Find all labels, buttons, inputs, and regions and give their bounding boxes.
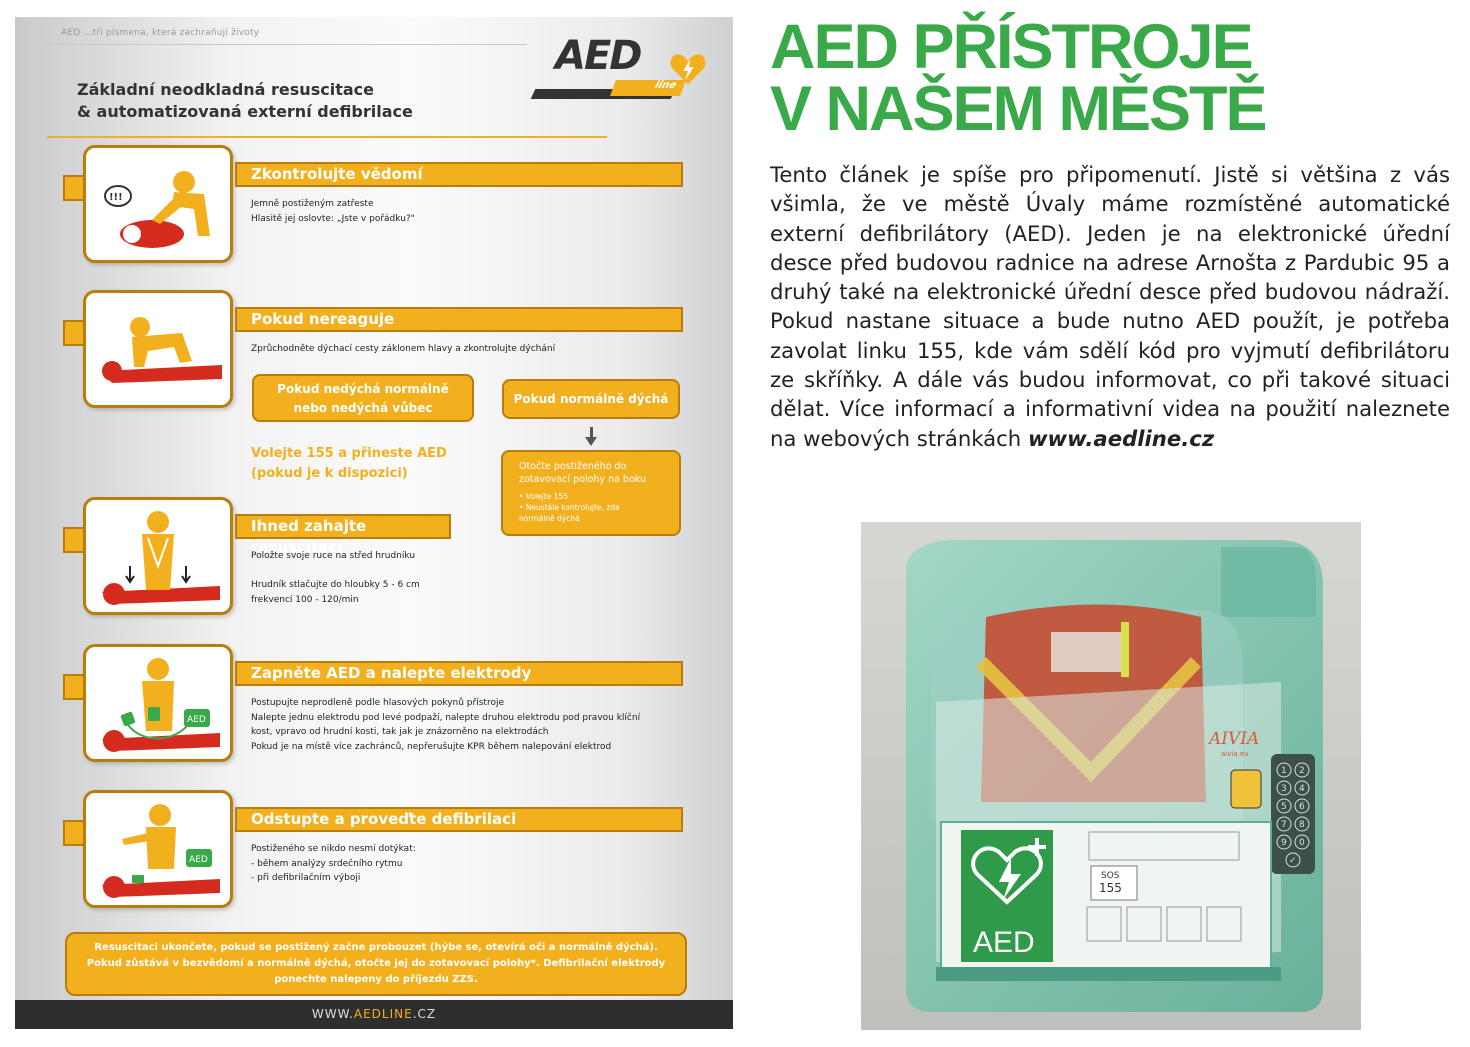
- keypad-key: 5: [1281, 802, 1287, 812]
- keypad-key: 7: [1281, 820, 1287, 830]
- article-heading: [770, 12, 1460, 144]
- divider: [47, 44, 527, 45]
- keypad-key: 6: [1299, 802, 1305, 812]
- footer-prefix: WWW.: [311, 1007, 354, 1021]
- step-text: Postiženého se nikdo nesmí dotýkat: - během analýzy srdečního rytmu - při defibrilačním výboji: [251, 844, 416, 883]
- keypad-key: 3: [1281, 784, 1287, 794]
- step-illustration: [83, 644, 233, 762]
- step-illustration: [83, 290, 233, 408]
- branch-not-breathing: Pokud nedýchá normálně nebo nedýchá vůbec: [252, 374, 474, 422]
- step-illustration: [83, 790, 233, 908]
- step-illustration: [83, 497, 233, 615]
- divider: [47, 136, 607, 138]
- article-text: Tento článek je spíše pro připomenutí. Jistě si většina z vás všimla, že ve městě Úvaly máme rozmístěné automatické externí defibrilátory (AED). Jeden je na elektronické úřední desce před budovou radnice na adrese Arnošta z Pardubic 95 a druhý také na elektronické úřední desce před budovou nádraží. Pokud nastane situace a bude nutno AED použít, je potřeba zavolat linku 155, kde vám sdělí kód pro vyjmutí defibrilátoru ze skříňky. A dále vás budou informovat, co při takové situaci dělat. Více informací a informativní videa na použití naleznete na webových stránkách: [770, 162, 1450, 451]
- recovery-position-title: Otočte postiženého do zotavovací polohy na boku: [519, 461, 646, 485]
- sos-number: 155: [1099, 881, 1122, 895]
- arrow-down-icon: [590, 427, 593, 437]
- aed-sign-label: AED: [973, 926, 1035, 959]
- arrow-down-icon: [585, 437, 597, 446]
- keypad-key: ✓: [1289, 856, 1297, 866]
- heart-bolt-icon: [669, 51, 707, 87]
- article-link[interactable]: www.aedline.cz: [1027, 425, 1215, 451]
- footer-brand: AEDLINE: [353, 1007, 413, 1021]
- aed-electrodes-icon: [92, 653, 230, 757]
- aivia-url: aivia.eu: [1221, 750, 1249, 758]
- step-title: Zapněte AED a nalepte elektrody: [235, 661, 683, 686]
- step-start-cpr: [63, 497, 703, 647]
- poster-tagline: AED ...tři písmena, která zachraňují životy: [61, 28, 260, 38]
- keypad-key: 0: [1299, 838, 1305, 848]
- poster-title-line: Základní neodkladná resuscitace: [77, 80, 374, 99]
- step-text: Zprůchodněte dýchací cesty záklonem hlavy a zkontrolujte dýchání: [251, 344, 556, 354]
- step-text: Postupujte neprodleně podle hlasových pokynů přístroje Nalepte jednu elektrodu pod levé podpaží, nalepte druhou elektrodu pod pravou klíční kost, vpravo od hrudní kosti, tak jak je znázorněno na elektrodách Pokud je na místě více zachránců, nepřerušujte KPR během nalepování elektrod: [251, 698, 641, 752]
- recovery-position-items: • Volejte 155 • Neustále kontrolujte, zda normálně dýchá: [519, 492, 620, 523]
- step-text: Jemně postiženým zatřeste Hlasitě jej oslovte: „Jste v pořádku?": [251, 199, 415, 224]
- aed-device-label: AED: [187, 715, 206, 725]
- step-defibrillate: [63, 790, 703, 940]
- defibrillation-icon: [92, 799, 230, 903]
- keypad-key: 1: [1281, 766, 1287, 776]
- aed-device-label: AED: [189, 855, 208, 865]
- chest-compression-icon: [92, 506, 230, 610]
- step-title: Pokud nereaguje: [235, 307, 683, 332]
- cpr-poster: [15, 17, 733, 1029]
- keypad-key: 8: [1299, 820, 1305, 830]
- article-body: [770, 160, 1450, 453]
- article-heading-line: V NAŠEM MĚSTĚ: [770, 74, 1266, 144]
- airway-check-icon: [92, 299, 230, 403]
- keypad-key: 4: [1299, 784, 1305, 794]
- call-155-text: Volejte 155 a přineste AED (pokud je k dispozici): [251, 446, 447, 481]
- step-attach-aed: [63, 644, 703, 794]
- branch-breathing: Pokud normálně dýchá: [502, 379, 680, 419]
- step-illustration: [83, 145, 233, 263]
- rescuer-shaking-icon: [92, 154, 230, 258]
- poster-footer: [15, 1000, 733, 1029]
- sos-label: SOS: [1101, 871, 1120, 881]
- aed-cabinet-photo: [861, 522, 1361, 1030]
- poster-title: [77, 79, 413, 123]
- article-heading-line: AED PŘÍSTROJE: [770, 12, 1252, 82]
- footer-suffix: .CZ: [412, 1007, 437, 1021]
- aedline-logo: [533, 33, 703, 91]
- aed-cabinet-illustration: [861, 522, 1361, 1030]
- end-note: Resuscitaci ukončete, pokud se postižený začne probouzet (hýbe se, otevírá oči a normálně dýchá). Pokud zůstává v bezvědomí a normálně dýchá, otočte jej do zotavovací polohy*. Defibrilační elektrody ponechte nalepeny do příjezdu ZZS.: [65, 932, 687, 996]
- step-title: Zkontrolujte vědomí: [235, 162, 683, 187]
- poster-title-line: & automatizovaná externí defibrilace: [77, 102, 413, 121]
- aivia-brand: AIVIA: [1209, 729, 1260, 749]
- step-text: Položte svoje ruce na střed hrudníku Hrudník stlačujte do hloubky 5 - 6 cm frekvencí 100 - 120/min: [251, 551, 420, 605]
- logo-line-text: line: [610, 80, 686, 96]
- keypad-key: 2: [1299, 766, 1305, 776]
- keypad-key: 9: [1281, 838, 1287, 848]
- speech-bubble-text: !!!: [109, 192, 123, 203]
- logo-aed-text: AED: [555, 33, 641, 79]
- step-title: Ihned zahajte resuscitaci: [235, 514, 451, 539]
- step-check-consciousness: [63, 145, 703, 295]
- step-title: Odstupte a proveďte defibrilaci: [235, 807, 683, 832]
